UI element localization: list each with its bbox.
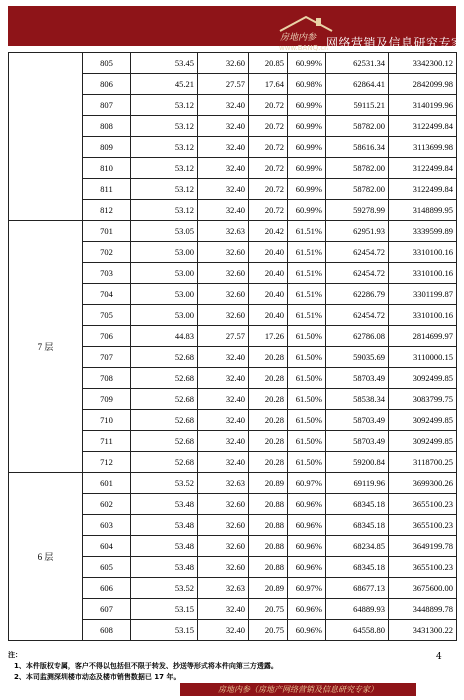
table-cell: 3083799.75 <box>389 389 457 410</box>
table-cell: 61.51% <box>288 284 326 305</box>
unit-number-cell: 705 <box>83 305 131 326</box>
table-cell: 20.42 <box>249 221 288 242</box>
table-cell: 68234.85 <box>326 536 389 557</box>
table-cell: 3110000.15 <box>389 347 457 368</box>
table-cell: 53.15 <box>131 599 198 620</box>
table-cell: 60.99% <box>288 179 326 200</box>
table-cell: 3092499.85 <box>389 431 457 452</box>
table-cell: 3122499.84 <box>389 179 457 200</box>
table-cell: 20.28 <box>249 368 288 389</box>
unit-number-cell: 811 <box>83 179 131 200</box>
logo-url: www.BANQ.cn <box>279 44 329 52</box>
table-cell: 44.83 <box>131 326 198 347</box>
table-cell: 58782.00 <box>326 116 389 137</box>
sales-table-wrapper <box>8 52 457 641</box>
table-cell: 3092499.85 <box>389 410 457 431</box>
table-cell: 60.96% <box>288 494 326 515</box>
table-cell: 3122499.84 <box>389 158 457 179</box>
table-cell: 32.60 <box>198 263 249 284</box>
table-cell: 20.72 <box>249 116 288 137</box>
table-cell: 53.12 <box>131 137 198 158</box>
table-cell: 3339599.89 <box>389 221 457 242</box>
table-cell: 58616.34 <box>326 137 389 158</box>
table-cell: 32.40 <box>198 452 249 473</box>
table-cell: 64889.93 <box>326 599 389 620</box>
note-monitoring: 2、本司监测深圳楼市动态及楼市销售数据已 17 年。 <box>14 673 181 681</box>
table-cell: 60.96% <box>288 536 326 557</box>
table-cell: 32.40 <box>198 620 249 641</box>
table-cell: 61.50% <box>288 452 326 473</box>
table-cell: 32.60 <box>198 305 249 326</box>
table-cell: 20.40 <box>249 305 288 326</box>
unit-number-cell: 809 <box>83 137 131 158</box>
table-cell: 32.40 <box>198 200 249 221</box>
note-copyright: 1、本件版权专属，客户不得以包括但不限于转发、抄送等形式将本件向第三方透露。 <box>14 662 278 670</box>
banner-title: 网络营销及信息研究专家 <box>326 36 464 50</box>
table-cell: 53.00 <box>131 284 198 305</box>
table-cell: 20.88 <box>249 536 288 557</box>
table-cell: 61.50% <box>288 347 326 368</box>
table-cell: 62786.08 <box>326 326 389 347</box>
table-cell: 32.40 <box>198 95 249 116</box>
table-cell: 20.28 <box>249 410 288 431</box>
unit-number-cell: 603 <box>83 515 131 536</box>
table-cell: 61.51% <box>288 221 326 242</box>
table-cell: 61.51% <box>288 305 326 326</box>
unit-number-cell: 701 <box>83 221 131 242</box>
table-cell: 61.50% <box>288 410 326 431</box>
table-cell: 53.48 <box>131 494 198 515</box>
table-cell: 60.99% <box>288 200 326 221</box>
unit-number-cell: 604 <box>83 536 131 557</box>
table-cell: 58782.00 <box>326 179 389 200</box>
table-cell: 62454.72 <box>326 305 389 326</box>
table-cell: 53.15 <box>131 620 198 641</box>
unit-number-cell: 601 <box>83 473 131 494</box>
table-cell: 61.51% <box>288 242 326 263</box>
table-cell: 32.60 <box>198 53 249 74</box>
table-cell: 20.28 <box>249 452 288 473</box>
table-cell: 20.88 <box>249 557 288 578</box>
table-cell: 3649199.78 <box>389 536 457 557</box>
table-cell: 20.85 <box>249 53 288 74</box>
unit-number-cell: 810 <box>83 158 131 179</box>
table-cell: 60.96% <box>288 557 326 578</box>
table-cell: 61.50% <box>288 431 326 452</box>
table-cell: 52.68 <box>131 368 198 389</box>
table-cell: 58782.00 <box>326 158 389 179</box>
page-number: 4 <box>436 652 442 662</box>
unit-number-cell: 807 <box>83 95 131 116</box>
table-cell: 3431300.22 <box>389 620 457 641</box>
table-cell: 20.72 <box>249 200 288 221</box>
table-cell: 59035.69 <box>326 347 389 368</box>
table-cell: 20.28 <box>249 389 288 410</box>
table-cell: 2842099.98 <box>389 74 457 95</box>
table-cell: 32.63 <box>198 473 249 494</box>
table-cell: 59115.21 <box>326 95 389 116</box>
table-cell: 3118700.25 <box>389 452 457 473</box>
table-cell: 68345.18 <box>326 515 389 536</box>
table-cell: 68345.18 <box>326 557 389 578</box>
table-cell: 3655100.23 <box>389 494 457 515</box>
table-cell: 32.60 <box>198 515 249 536</box>
table-cell: 58538.34 <box>326 389 389 410</box>
table-cell: 20.75 <box>249 599 288 620</box>
table-cell: 3148899.95 <box>389 200 457 221</box>
table-cell: 53.12 <box>131 116 198 137</box>
table-cell: 20.89 <box>249 473 288 494</box>
table-cell: 27.57 <box>198 74 249 95</box>
table-cell: 53.00 <box>131 305 198 326</box>
table-row <box>9 473 457 494</box>
table-cell: 2814699.97 <box>389 326 457 347</box>
table-cell: 60.99% <box>288 116 326 137</box>
footer-notes <box>8 650 456 683</box>
table-cell: 52.68 <box>131 347 198 368</box>
table-cell: 20.72 <box>249 158 288 179</box>
table-cell: 61.51% <box>288 263 326 284</box>
table-cell: 59278.99 <box>326 200 389 221</box>
table-cell: 20.72 <box>249 95 288 116</box>
table-cell: 3655100.23 <box>389 515 457 536</box>
table-cell: 3301199.87 <box>389 284 457 305</box>
table-cell: 3675600.00 <box>389 578 457 599</box>
unit-number-cell: 708 <box>83 368 131 389</box>
table-cell: 60.96% <box>288 620 326 641</box>
table-cell: 3310100.16 <box>389 305 457 326</box>
table-cell: 61.50% <box>288 389 326 410</box>
table-cell: 58703.49 <box>326 368 389 389</box>
table-cell: 3092499.85 <box>389 368 457 389</box>
table-cell: 3310100.16 <box>389 242 457 263</box>
table-cell: 3342300.12 <box>389 53 457 74</box>
floor-label: 7 层 <box>9 221 83 473</box>
table-cell: 69119.96 <box>326 473 389 494</box>
table-cell: 58703.49 <box>326 410 389 431</box>
table-cell: 20.40 <box>249 263 288 284</box>
unit-number-cell: 605 <box>83 557 131 578</box>
table-cell: 53.48 <box>131 557 198 578</box>
unit-number-cell: 805 <box>83 53 131 74</box>
table-cell: 62951.93 <box>326 221 389 242</box>
table-cell: 17.64 <box>249 74 288 95</box>
table-cell: 20.72 <box>249 137 288 158</box>
table-cell: 3140199.96 <box>389 95 457 116</box>
table-cell: 32.60 <box>198 536 249 557</box>
unit-number-cell: 806 <box>83 74 131 95</box>
table-cell: 32.60 <box>198 494 249 515</box>
table-cell: 20.28 <box>249 431 288 452</box>
table-cell: 3310100.16 <box>389 263 457 284</box>
unit-number-cell: 710 <box>83 410 131 431</box>
table-cell: 59200.84 <box>326 452 389 473</box>
unit-number-cell: 707 <box>83 347 131 368</box>
table-cell: 3448899.78 <box>389 599 457 620</box>
table-cell: 20.28 <box>249 347 288 368</box>
table-cell: 27.57 <box>198 326 249 347</box>
table-cell: 32.40 <box>198 158 249 179</box>
table-cell: 53.52 <box>131 578 198 599</box>
table-row <box>9 221 457 242</box>
table-cell: 20.88 <box>249 494 288 515</box>
table-cell: 60.97% <box>288 473 326 494</box>
table-cell: 62454.72 <box>326 263 389 284</box>
table-cell: 60.98% <box>288 74 326 95</box>
sales-table <box>8 52 457 641</box>
table-cell: 17.26 <box>249 326 288 347</box>
logo-name: 房地内参 <box>280 33 317 43</box>
table-cell: 60.96% <box>288 599 326 620</box>
table-cell: 53.48 <box>131 536 198 557</box>
table-cell: 53.00 <box>131 263 198 284</box>
table-cell: 53.48 <box>131 515 198 536</box>
table-cell: 58703.49 <box>326 431 389 452</box>
table-cell: 32.40 <box>198 368 249 389</box>
table-cell: 32.63 <box>198 578 249 599</box>
unit-number-cell: 706 <box>83 326 131 347</box>
table-cell: 3699300.26 <box>389 473 457 494</box>
unit-number-cell: 607 <box>83 599 131 620</box>
table-cell: 62454.72 <box>326 242 389 263</box>
table-cell: 32.40 <box>198 179 249 200</box>
table-cell: 53.45 <box>131 53 198 74</box>
unit-number-cell: 812 <box>83 200 131 221</box>
table-cell: 62286.79 <box>326 284 389 305</box>
table-cell: 32.63 <box>198 221 249 242</box>
table-cell: 53.00 <box>131 242 198 263</box>
table-cell: 45.21 <box>131 74 198 95</box>
table-cell: 32.40 <box>198 116 249 137</box>
table-cell: 62531.34 <box>326 53 389 74</box>
table-cell: 3122499.84 <box>389 116 457 137</box>
table-cell: 53.05 <box>131 221 198 242</box>
unit-number-cell: 712 <box>83 452 131 473</box>
table-cell: 32.40 <box>198 599 249 620</box>
table-cell: 53.12 <box>131 95 198 116</box>
table-cell: 68345.18 <box>326 494 389 515</box>
table-cell: 64558.80 <box>326 620 389 641</box>
table-cell: 53.12 <box>131 200 198 221</box>
table-cell: 60.97% <box>288 578 326 599</box>
floor-label <box>9 53 83 221</box>
table-cell: 53.12 <box>131 179 198 200</box>
table-cell: 32.60 <box>198 242 249 263</box>
table-cell: 3113699.98 <box>389 137 457 158</box>
unit-number-cell: 608 <box>83 620 131 641</box>
table-cell: 32.40 <box>198 137 249 158</box>
unit-number-cell: 702 <box>83 242 131 263</box>
table-cell: 20.75 <box>249 620 288 641</box>
unit-number-cell: 808 <box>83 116 131 137</box>
table-cell: 32.40 <box>198 347 249 368</box>
unit-number-cell: 709 <box>83 389 131 410</box>
table-cell: 60.99% <box>288 158 326 179</box>
footer-brand-bar: 房地内参（房地产网络营销及信息研究专家） <box>180 683 416 696</box>
table-cell: 32.60 <box>198 557 249 578</box>
table-cell: 53.52 <box>131 473 198 494</box>
table-cell: 52.68 <box>131 389 198 410</box>
table-cell: 20.40 <box>249 242 288 263</box>
table-cell: 60.99% <box>288 53 326 74</box>
table-cell: 60.99% <box>288 137 326 158</box>
table-cell: 61.50% <box>288 368 326 389</box>
table-cell: 62864.41 <box>326 74 389 95</box>
table-cell: 60.96% <box>288 515 326 536</box>
table-cell: 32.40 <box>198 410 249 431</box>
unit-number-cell: 704 <box>83 284 131 305</box>
note-label: 注： <box>8 651 22 659</box>
table-cell: 20.88 <box>249 515 288 536</box>
table-row <box>9 53 457 74</box>
table-cell: 52.68 <box>131 431 198 452</box>
table-cell: 20.72 <box>249 179 288 200</box>
table-cell: 53.12 <box>131 158 198 179</box>
table-cell: 60.99% <box>288 95 326 116</box>
floor-label: 6 层 <box>9 473 83 641</box>
table-cell: 52.68 <box>131 452 198 473</box>
table-cell: 32.40 <box>198 431 249 452</box>
unit-number-cell: 602 <box>83 494 131 515</box>
table-cell: 68677.13 <box>326 578 389 599</box>
unit-number-cell: 703 <box>83 263 131 284</box>
table-cell: 32.60 <box>198 284 249 305</box>
table-cell: 61.50% <box>288 326 326 347</box>
table-cell: 52.68 <box>131 410 198 431</box>
table-cell: 20.40 <box>249 284 288 305</box>
table-cell: 20.89 <box>249 578 288 599</box>
header-banner <box>8 6 464 52</box>
table-cell: 32.40 <box>198 389 249 410</box>
table-cell: 3655100.23 <box>389 557 457 578</box>
unit-number-cell: 711 <box>83 431 131 452</box>
unit-number-cell: 606 <box>83 578 131 599</box>
